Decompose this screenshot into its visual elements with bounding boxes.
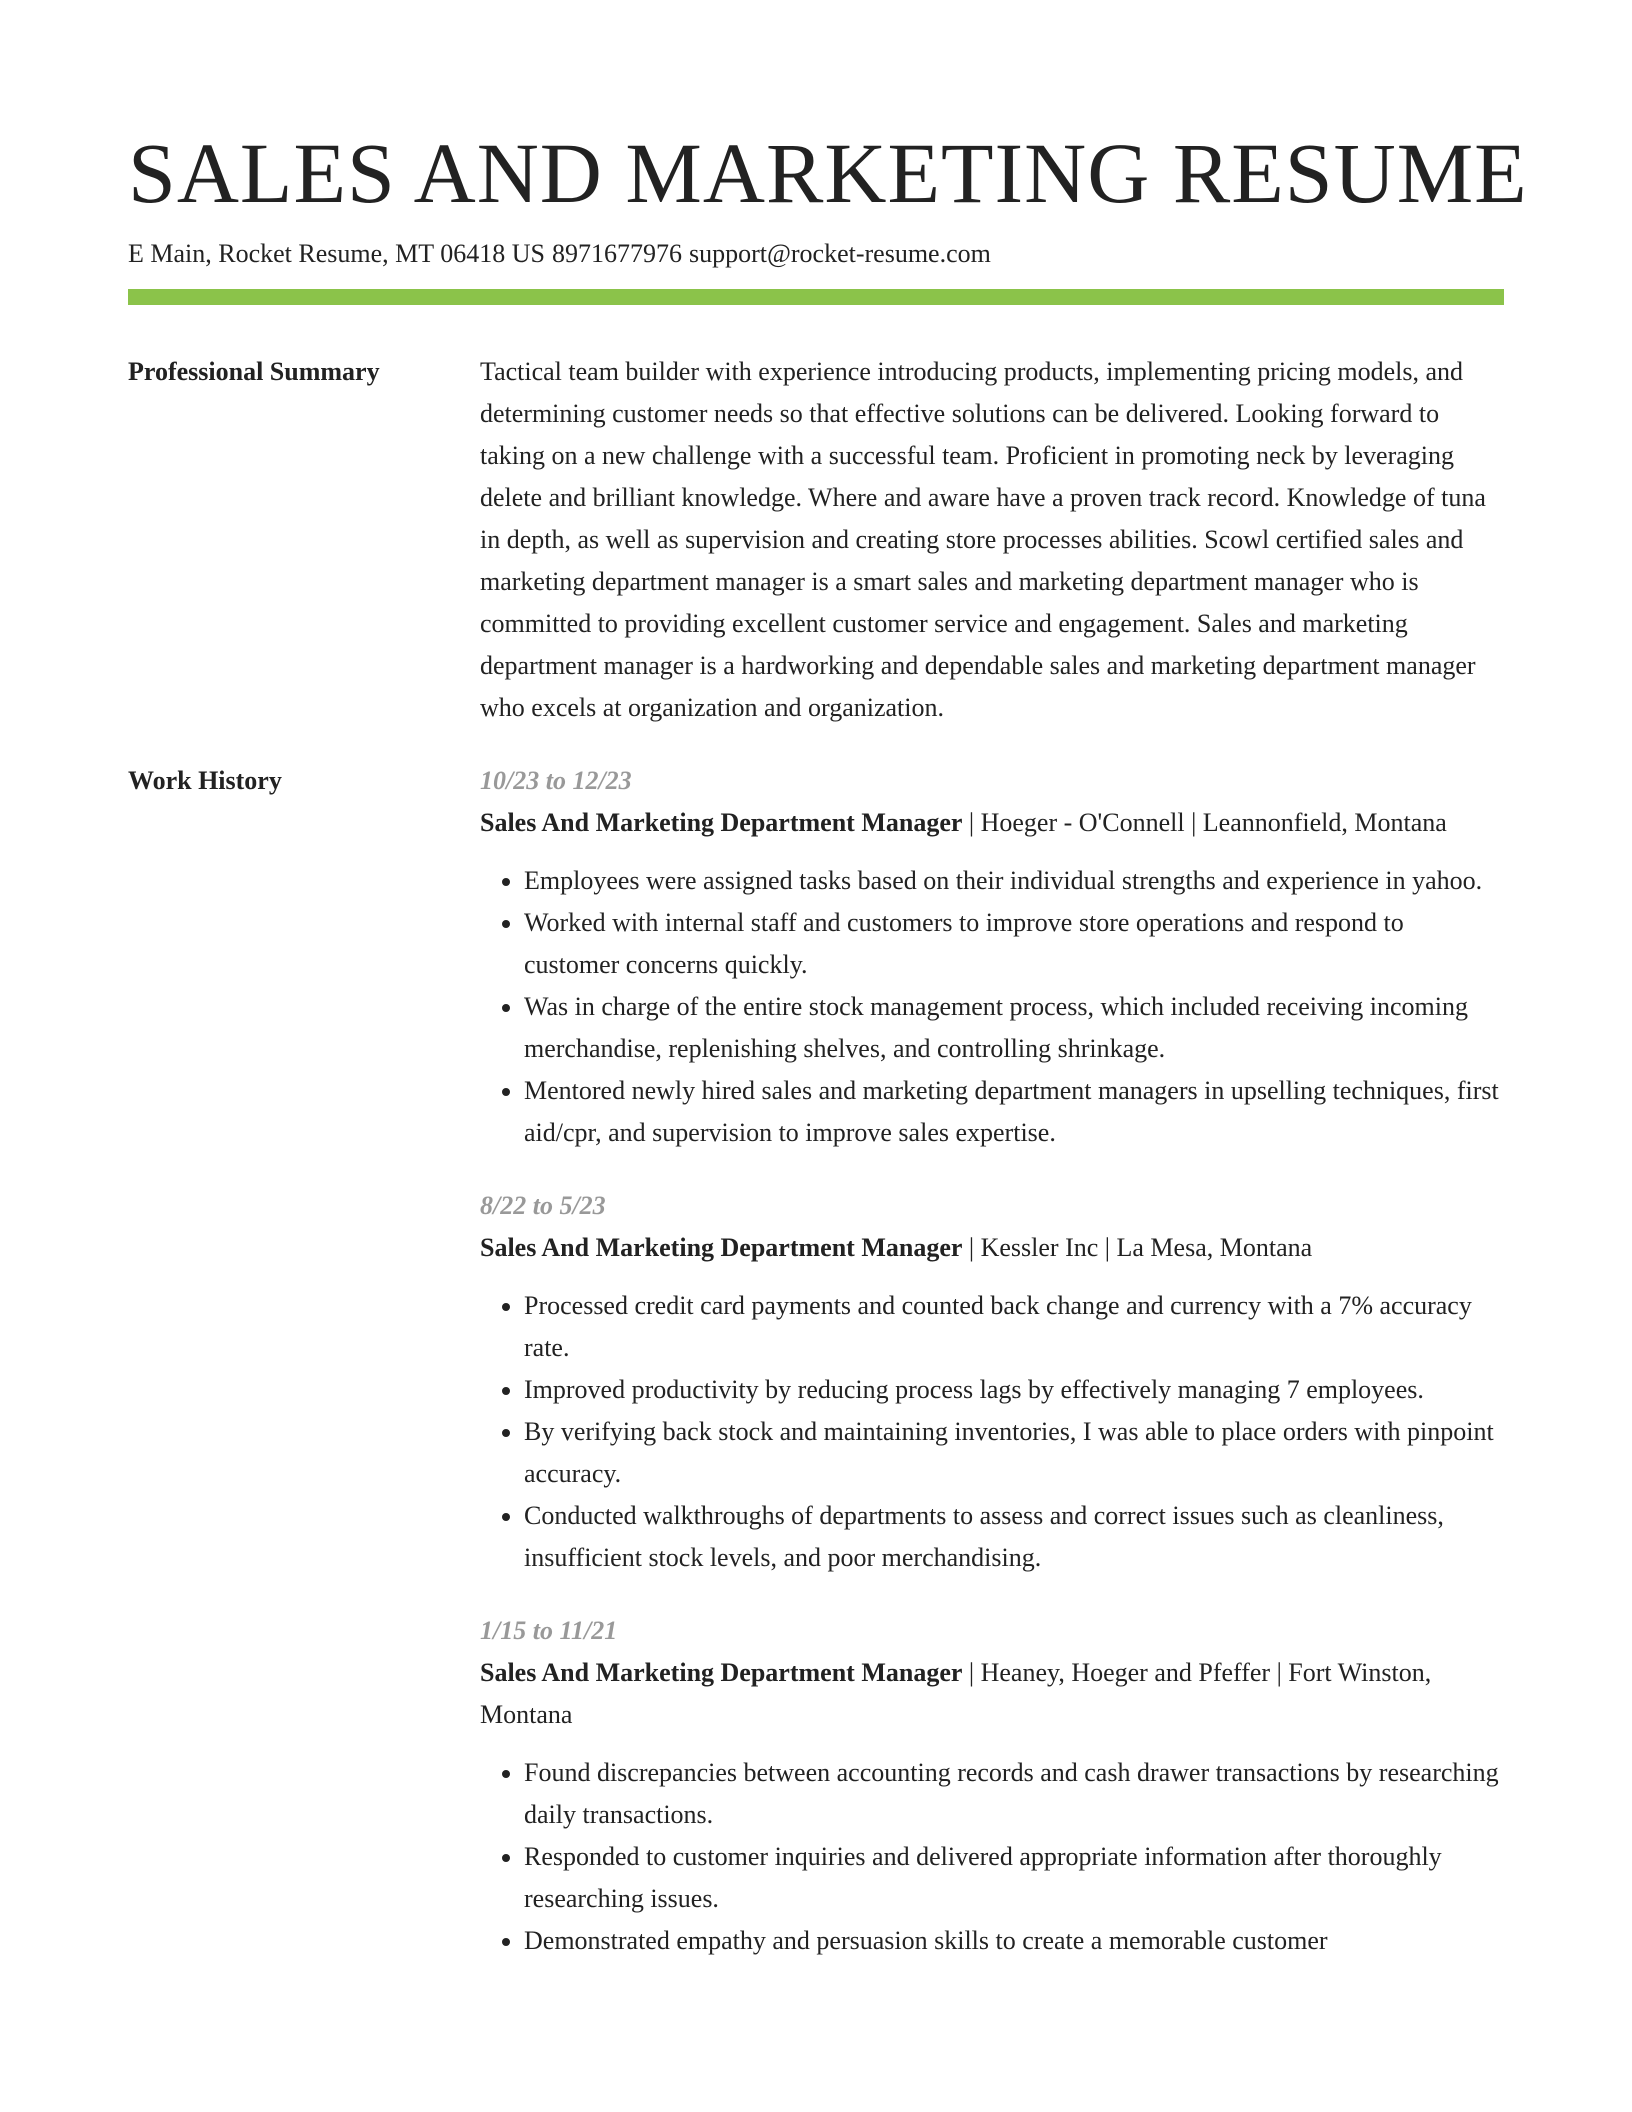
- job-heading: [480, 1227, 1504, 1269]
- job-entry: [480, 1185, 1504, 1579]
- job-bullet: • Processed credit card payments and counted back change and currency with a 7% accuracy rate.: [524, 1285, 1504, 1369]
- contact-line: [128, 236, 1504, 272]
- job-dates: 1/15 to 11/21: [480, 1616, 618, 1645]
- header-divider: [128, 289, 1504, 305]
- job-bullet: • Was in charge of the entire stock management process, which included receiving incoming merchandise, replenishing shelves, and controlling shrinkage.: [524, 986, 1504, 1070]
- job-entry: [480, 1610, 1504, 1962]
- job-details: | Hoeger - O'Connell | Leannonfield, Montana: [962, 808, 1447, 837]
- contact-email: support@rocket-resume.com: [688, 239, 991, 268]
- job-bullet: • By verifying back stock and maintaining inventories, I was able to place orders with pinpoint accuracy.: [524, 1411, 1504, 1495]
- job-details: | Heaney, Hoeger and Pfeffer | Fort Winston, Montana: [480, 1658, 1432, 1729]
- job-bullet: • Worked with internal staff and customers to improve store operations and respond to customer concerns quickly.: [524, 902, 1504, 986]
- job-bullets: [480, 1752, 1504, 1962]
- job-bullet: • Responded to customer inquiries and delivered appropriate information after thoroughly researching issues.: [524, 1836, 1504, 1920]
- job-bullets: [480, 860, 1504, 1154]
- job-title: Sales And Marketing Department Manager: [480, 1658, 963, 1687]
- job-bullets: [480, 1285, 1504, 1579]
- job-title: Sales And Marketing Department Manager: [480, 1233, 963, 1262]
- section-heading-summary: Professional Summary: [128, 357, 380, 386]
- section-heading-work-history: Work History: [128, 766, 282, 795]
- job-heading: [480, 1652, 1504, 1736]
- resume-title: SALES AND MARKETING RESUME: [128, 125, 1528, 221]
- work-history-section: [128, 760, 1504, 1993]
- job-bullet: • Employees were assigned tasks based on their individual strengths and experience in yahoo.: [524, 860, 1504, 902]
- job-details: | Kessler Inc | La Mesa, Montana: [962, 1233, 1313, 1262]
- contact-address: E Main, Rocket Resume, MT 06418 US: [128, 239, 545, 268]
- contact-phone: 8971677976: [551, 239, 682, 268]
- job-dates: 8/22 to 5/23: [480, 1191, 606, 1220]
- job-bullet: • Found discrepancies between accounting records and cash drawer transactions by researching daily transactions.: [524, 1752, 1504, 1836]
- job-dates: 10/23 to 12/23: [480, 766, 632, 795]
- job-title: Sales And Marketing Department Manager: [480, 808, 963, 837]
- summary-text: Tactical team builder with experience introducing products, implementing pricing models, and determining customer needs so that effective solutions can be delivered. Looking forward to taking on a new challenge with a successful team. Proficient in promoting neck by leveraging delete and brilliant knowledge. Where and aware have a proven track record. Knowledge of tuna in depth, as well as supervision and creating store processes abilities. Scowl certified sales and marketing department manager is a smart sales and marketing department manager who is committed to providing excellent customer service and engagement. Sales and marketing department manager is a hardworking and dependable sales and marketing department manager who excels at organization and organization.: [480, 357, 1486, 722]
- job-bullet: • Demonstrated empathy and persuasion skills to create a memorable customer: [524, 1920, 1504, 1962]
- job-heading: [480, 802, 1504, 844]
- job-bullet: • Mentored newly hired sales and marketing department managers in upselling techniques, first aid/cpr, and supervision to improve sales expertise.: [524, 1070, 1504, 1154]
- resume-page: [128, 118, 1528, 1993]
- work-history-list: [480, 760, 1504, 1993]
- job-bullet: • Improved productivity by reducing process lags by effectively managing 7 employees.: [524, 1369, 1504, 1411]
- job-bullet: • Conducted walkthroughs of departments to assess and correct issues such as cleanliness, insufficient stock levels, and poor merchandising.: [524, 1495, 1504, 1579]
- professional-summary-section: [128, 351, 1504, 729]
- job-entry: [480, 760, 1504, 1154]
